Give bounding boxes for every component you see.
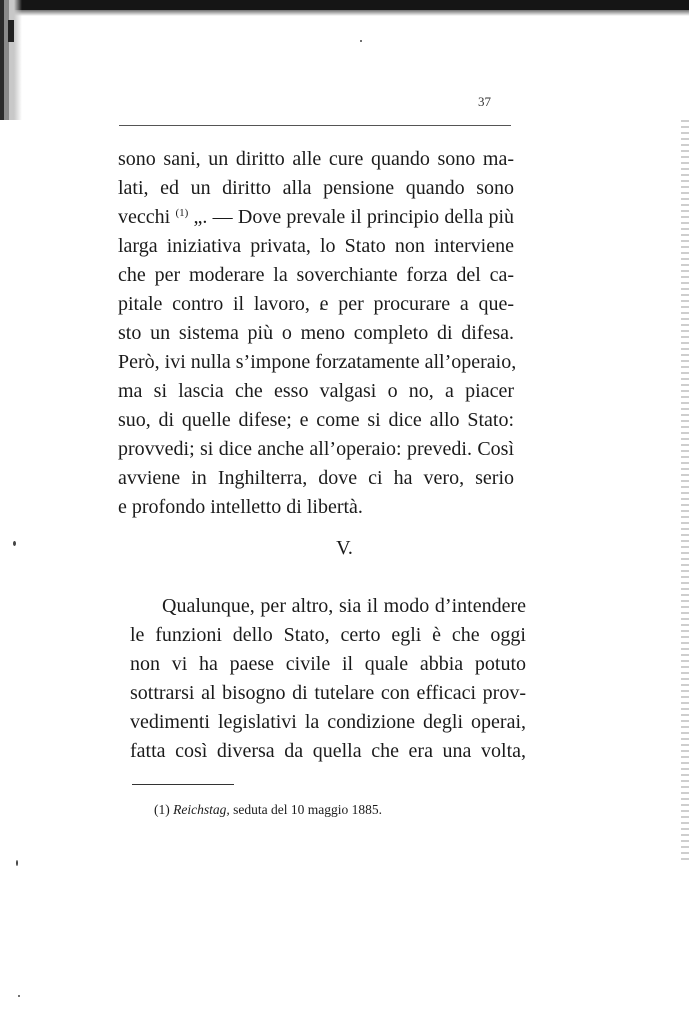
- header-rule: [119, 125, 511, 126]
- text-line: lati, ed un diritto alla pensione quando sono: [118, 177, 514, 199]
- text-line: le funzioni dello Stato, certo egli è che oggi: [130, 624, 526, 646]
- scan-speck: [360, 40, 362, 42]
- scan-speck: [16, 860, 18, 866]
- text-line: vedimenti legislativi la condizione degli operai,: [130, 711, 526, 733]
- text-line: fatta così diversa da quella che era una volta,: [130, 740, 526, 762]
- text-line: [118, 203, 514, 232]
- footnote-marker: (1): [154, 802, 170, 817]
- text-line: suo, di quelle difese; e come si dice allo Stato:: [118, 409, 514, 431]
- text-line: sottrarsi al bisogno di tutelare con efficaci prov-: [130, 682, 526, 704]
- text-line: e profondo intelletto di libertà.: [118, 496, 363, 518]
- text-line: Qualunque, per altro, sia il modo d’intendere: [162, 595, 526, 617]
- text-line: sono sani, un diritto alle cure quando sono ma-: [118, 148, 514, 170]
- text-line: avviene in Inghilterra, dove ci ha vero, serio: [118, 467, 514, 489]
- paragraph-continued: [118, 145, 517, 522]
- scan-left-binding-edge: [0, 0, 22, 120]
- text-line: Però, ivi nulla s’impone forzatamente all’operaio,: [118, 351, 517, 373]
- text-line: che per moderare la soverchiante forza del ca-: [118, 264, 514, 286]
- footnote-text: seduta del 10 maggio 1885.: [229, 802, 382, 817]
- text-line: pitale contro il lavoro, e per procurare a que-: [118, 293, 514, 315]
- text-line: provvedi; si dice anche all’operaio: prevedi. Così: [118, 438, 514, 460]
- footnote-rule: [132, 784, 234, 785]
- footnote-source: Reichstag,: [173, 802, 230, 817]
- footnote-reference[interactable]: (1): [175, 207, 189, 219]
- scan-top-border: [0, 0, 689, 10]
- text-line: ma si lascia che esso valgasi o no, a piacer: [118, 380, 514, 402]
- text-line: larga iniziativa privata, lo Stato non interviene: [118, 235, 514, 257]
- section-heading: V.: [336, 537, 353, 559]
- text-span: vecchi: [118, 206, 176, 228]
- scan-top-shadow: [0, 10, 689, 16]
- paragraph-section-v: [130, 592, 526, 766]
- scan-speck: [18, 995, 20, 997]
- text-line: sto un sistema più o meno completo di difesa.: [118, 322, 514, 344]
- scan-smudge: [8, 20, 14, 42]
- scan-right-edge: [681, 120, 689, 860]
- page-number: 37: [478, 94, 491, 109]
- footnote: [154, 801, 534, 819]
- text-span: „. — Dove prevale il principio della più: [188, 206, 514, 228]
- text-line: non vi ha paese civile il quale abbia potuto: [130, 653, 526, 675]
